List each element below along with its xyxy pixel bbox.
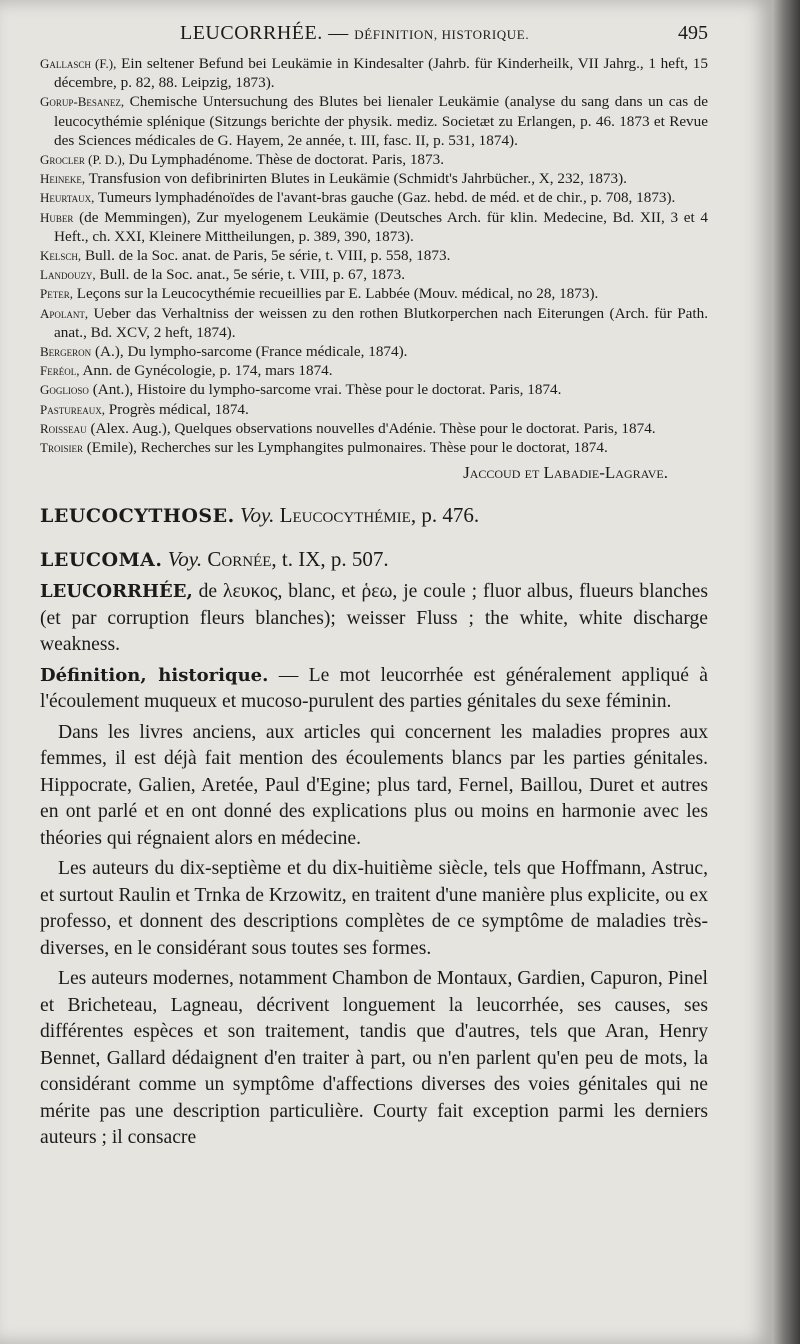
- reference-text: (A.), Du lympho-sarcome (France médicale, 1874).: [91, 343, 408, 361]
- reference-text: Bull. de la Soc. anat. de Paris, 5e série, t. VIII, p. 558, 1873.: [81, 247, 451, 265]
- reference-author: Kelsch,: [40, 248, 82, 264]
- reference-item: [40, 284, 708, 303]
- reference-author: Gorup-Besanez,: [40, 94, 125, 110]
- article-body: [40, 579, 708, 1152]
- reference-text: (Ant.), Histoire du lympho-sarcome vrai. Thèse pour le doctorat. Paris, 1874.: [88, 381, 562, 399]
- entry-target: Cornée: [207, 547, 272, 572]
- reference-author: Feréol,: [40, 363, 80, 379]
- reference-text: Ein seltener Befund bei Leukämie in Kindesalter (Jahrb. für Kinderheilk, VII Jahrg., 1 heft, 15 décembre, p. 82, 88. Leipzig, 1873).: [54, 55, 708, 92]
- header-dash: —: [328, 22, 349, 44]
- page-edge-shadow: [772, 0, 800, 1344]
- entry-voy: Voy.: [239, 503, 275, 528]
- reference-item: [40, 92, 708, 150]
- entry-headword: LEUCOMA.: [40, 549, 163, 572]
- signature: Jaccoud et Labadie-Lagrave.: [463, 463, 668, 483]
- paragraph-17th-18th-century: Les auteurs du dix-septième et du dix-huitième siècle, tels que Hoffmann, Astruc, et surtout Raulin et Trnka de Krzowitz, en traitent d'une manière plus explicite, ou ex professo, et donnent des descriptions complètes de ce symptôme de maladies très-diverses, en le considérant sous toutes ses formes.: [40, 858, 708, 959]
- header-title: [40, 22, 529, 45]
- paragraph-modern-authors: Les auteurs modernes, notamment Chambon de Montaux, Gardien, Capuron, Pinel et Bricheteau, Lagneau, décrivent longuement la leucorrhée, ses causes, ses différentes espèces et son traitement, tandis que d'autres, tels que Aran, Henry Bennet, Gallard dédaignent d'en traiter à part, ou n'en parlent qu'en peu de mots, la considérant comme un symptôme d'affections diverses des voies génitales qui ne mérite pas une description particulière. Courty fait exception parmi les derniers auteurs ; il consacre: [40, 968, 708, 1149]
- reference-author: Troisier: [40, 440, 83, 456]
- reference-item: [40, 342, 708, 361]
- reference-author: Heurtaux,: [40, 190, 95, 206]
- entry-page: , p. 476.: [410, 503, 480, 528]
- reference-author: Pastureaux,: [40, 401, 105, 417]
- reference-item: [40, 400, 708, 419]
- article-headword: LEUCORRHÉE,: [40, 581, 193, 603]
- reference-author: Roisseau: [40, 420, 87, 436]
- reference-item: [40, 265, 708, 284]
- reference-text: (Emile), Recherches sur les Lymphangites pulmonaires. Thèse pour le doctorat, 1874.: [82, 439, 608, 457]
- bibliography: [40, 54, 708, 457]
- reference-item: [40, 188, 708, 207]
- article-opening: [40, 579, 708, 659]
- reference-author: Heineke,: [40, 171, 86, 187]
- reference-text: Bull. de la Soc. anat., 5e série, t. VIII, p. 67, 1873.: [95, 266, 405, 284]
- cross-reference-entry: [40, 503, 708, 535]
- paragraph-ancient-books: Dans les livres anciens, aux articles qui concernent les maladies propres aux femmes, il est déjà fait mention des écoulements blancs par les parties génitales. Hippocrate, Galien, Aretée, Paul d'Egine; plus tard, Fernel, Baillou, Duret et autres en ont parlé et en ont donné des explications plus ou moins en harmonie avec les théories qui régnaient alors en médecine.: [40, 721, 708, 849]
- reference-item: [40, 150, 708, 169]
- cross-reference-entries: [40, 503, 708, 579]
- reference-item: [40, 380, 708, 399]
- reference-item: [40, 246, 708, 265]
- definition-text: — Le mot leucorrhée est généralement appliqué à l'écoulement muqueux et mucoso-purulent des parties génitales du sexe féminin.: [40, 664, 708, 713]
- page-number: 495: [678, 22, 708, 44]
- entry-page: , t. IX, p. 507.: [271, 547, 389, 572]
- reference-author: Gallasch (F.),: [40, 56, 117, 71]
- reference-text: Tumeurs lymphadénoïdes de l'avant-bras gauche (Gaz. hebd. de méd. et de chir., p. 708, 1873).: [94, 189, 676, 207]
- reference-item: [40, 169, 708, 188]
- reference-text: Du Lymphadénome. Thèse de doctorat. Paris, 1873.: [124, 151, 444, 169]
- reference-item: [40, 208, 708, 246]
- entry-headword: LEUCOCYTHOSE.: [40, 505, 235, 528]
- definition-heading: Définition, historique.: [40, 664, 269, 686]
- reference-author: Goglioso: [40, 382, 89, 398]
- reference-item: [40, 438, 708, 457]
- definition-paragraph: [40, 663, 708, 716]
- reference-author: Landouzy,: [40, 267, 96, 283]
- reference-item: [40, 54, 708, 92]
- reference-text: Leçons sur la Leucocythémie recueillies par E. Labbée (Mouv. médical, no 28, 1873).: [72, 285, 599, 303]
- reference-item: [40, 361, 708, 380]
- header-subtitle: DÉFINITION, HISTORIQUE.: [354, 27, 530, 42]
- reference-author: Huber: [40, 209, 74, 225]
- reference-text: Progrès médical, 1874.: [104, 400, 249, 418]
- reference-text: (Alex. Aug.), Quelques observations nouvelles d'Adénie. Thèse pour le doctorat. Paris, 1874.: [86, 419, 656, 437]
- article-etymology: de λευκος, blanc, et ῥεω, je coule ; fluor albus, flueurs blanches (et par corruption fleurs blanches); weisser Fluss ; the white, white discharge weakness.: [40, 581, 708, 656]
- reference-text: Ann. de Gynécologie, p. 174, mars 1874.: [79, 362, 333, 380]
- reference-text: Ueber das Verhaltniss der weissen zu den rothen Blutkorperchen nach Eiterungen (Arch. für Path. anat., Bd. XCV, 2 heft, 1874).: [54, 304, 708, 341]
- header-title-main: LEUCORRHÉE.: [180, 22, 323, 44]
- cross-reference-entry: [40, 547, 708, 579]
- reference-author: Apolant,: [40, 305, 89, 321]
- entry-target: Leucocythémie: [279, 503, 411, 528]
- reference-text: Chemische Untersuchung des Blutes bei lienaler Leukämie (analyse du sang dans un cas de leucocythémie splénique (Sitzungs berichte der physik. mediz. Societæt zu Erlangen, p. 46. 1873 et Revue des Sciences médicales de G. Hayem, 2e année, t. III, fasc. II, p. 531, 1874).: [54, 93, 708, 149]
- reference-author: Peter,: [40, 286, 73, 302]
- reference-item: [40, 304, 708, 342]
- reference-author: Bergeron: [40, 344, 92, 360]
- reference-item: [40, 419, 708, 438]
- entry-voy: Voy.: [167, 547, 203, 572]
- reference-text: (de Memmingen), Zur myelogenem Leukämie (Deutsches Arch. für klin. Medecine, Bd. XII, 3 et 4 Heft., ch. XXI, Kleinere Mittheilungen, p. 389, 390, 1873).: [54, 208, 708, 245]
- running-header: [40, 22, 708, 54]
- reference-text: Transfusion von defibrinirten Blutes in Leukämie (Schmidt's Jahrbücher., X, 232, 1873).: [85, 170, 627, 188]
- reference-author: Grocler (P. D.),: [40, 152, 125, 168]
- page-content: [40, 22, 708, 1156]
